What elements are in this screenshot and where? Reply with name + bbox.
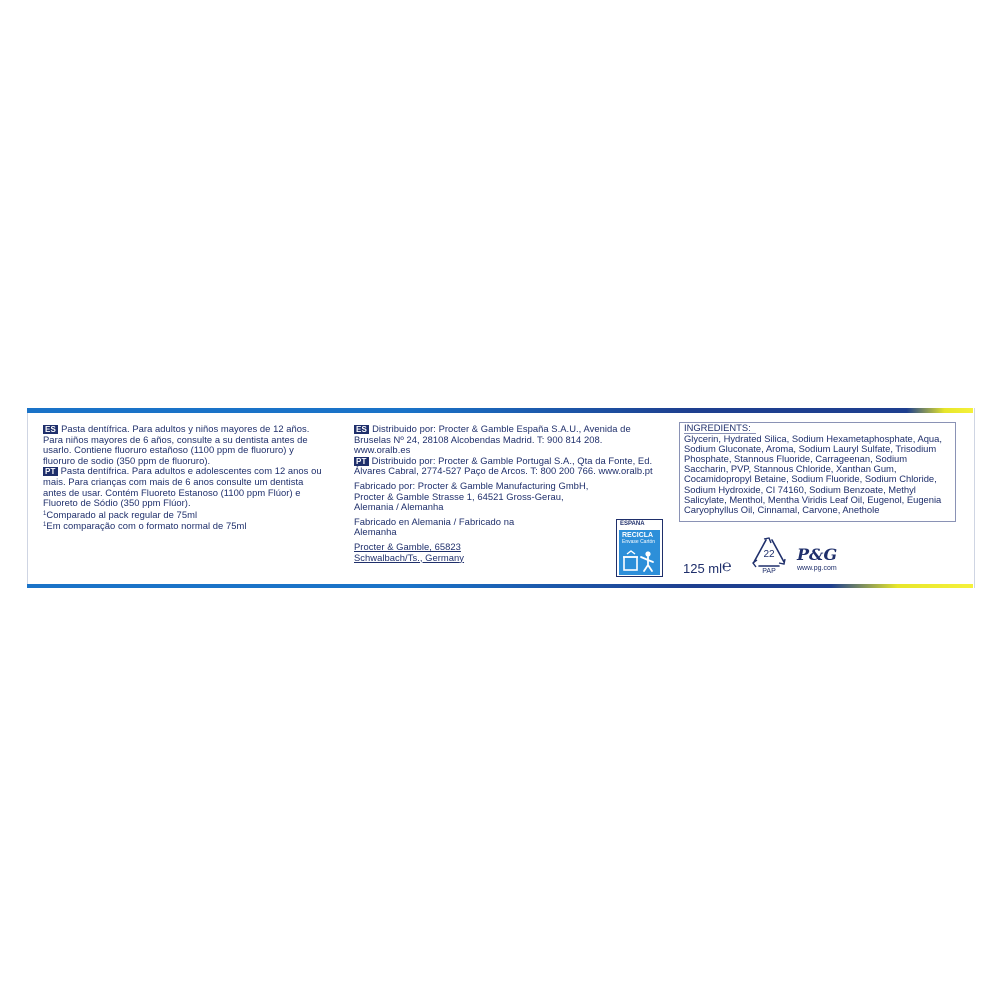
footnote-es-text: Comparado al pack regular de 75ml — [46, 508, 198, 520]
pt-language-badge: PT — [356, 456, 367, 466]
es-usage-paragraph — [43, 424, 325, 466]
net-volume: 125 ml — [683, 561, 723, 576]
distributor-column — [354, 424, 654, 563]
recycle-logo-body — [619, 530, 660, 575]
footnote-pt — [43, 520, 325, 532]
recycle-logo — [616, 519, 663, 577]
footnote-es — [43, 509, 325, 521]
address-text: Procter & Gamble, 65823 Schwalbach/Ts., Germany — [354, 540, 465, 563]
pt-distributor-paragraph — [354, 456, 654, 477]
recycle-subtitle: Envase Cartón — [622, 539, 656, 545]
ingredients-title: INGREDIENTS: — [684, 423, 756, 434]
es-language-badge: ES — [45, 425, 57, 434]
pap-number: 22 — [763, 549, 775, 560]
ingredients-box — [679, 422, 956, 522]
es-language-badge: ES — [356, 425, 368, 434]
manufacturer-text: Fabricado por: Procter & Gamble Manufacturing GmbH, Procter & Gamble Strasse 1, 64521 Gross-Gerau, Alemania / Alemanha — [354, 479, 589, 513]
es-distributor-paragraph — [354, 424, 654, 456]
ingredients-text: Glycerin, Hydrated Silica, Sodium Hexametaphosphate, Aqua, Sodium Gluconate, Aroma, Sodium Lauryl Sulfate, Trisodium Phosphate, Stannous Fluoride, Carrageenan, Sodium Saccharin, PVP, Stannous Chloride, Xanthan Gum, Cocamidopropyl Betaine, Sodium Fluoride, Sodium Chloride, Sodium Hydroxide, CI 74160, Sodium Benzoate, Methyl Salicylate, Menthol, Mentha Viridis Leaf Oil, Eugenol, Eugenia Caryophyllus Oil, Cinnamal, Carvone, Anethole — [684, 433, 942, 515]
estimated-sign-icon: ℮ — [722, 558, 732, 575]
pt-language-badge: PT — [45, 467, 56, 477]
made-in-text: Fabricado en Alemania / Fabricado na Alemanha — [354, 515, 515, 538]
pg-url: www.pg.com — [797, 565, 837, 572]
usage-info-column — [43, 424, 325, 532]
recycle-bin-person-icon — [619, 548, 660, 574]
recycle-country: ESPAÑA — [620, 521, 645, 527]
pap-recycling-symbol — [751, 537, 787, 579]
pg-brand — [797, 547, 845, 572]
es-distributor-text: Distribuido por: Procter & Gamble España S.A.U., Avenida de Bruselas Nº 24, 28108 Alcobendas Madrid. T: 900 814 208. www.oralb.es — [354, 423, 631, 456]
footnote-pt-text: Em comparação com o formato normal de 75ml — [46, 520, 247, 532]
pt-usage-paragraph — [43, 466, 325, 508]
recycle-title: RECICLA — [622, 532, 654, 539]
pg-logo: P&G — [797, 545, 838, 564]
pt-usage-text: Pasta dentífrica. Para adultos e adolescentes com 12 anos ou mais. Para crianças com mais de 6 anos consulte um dentista antes de usar. Contém Fluoreto Estanoso (1100 ppm Flúor) e Fluoreto de Sódio (350 ppm Flúor). — [43, 465, 322, 509]
es-usage-text: Pasta dentífrica. Para adultos y niños mayores de 12 años. Para niños mayores de 6 años, consulte a su dentista antes de usarlo. Contiene fluoruro estañoso (1100 ppm de fluoruro) y fluoruro de sodio (350 ppm de fluoruro). — [43, 423, 310, 466]
footnote-marker: 1 — [43, 510, 47, 517]
pap-label: PAP — [762, 568, 776, 575]
footnote-marker: 1 — [43, 522, 47, 529]
bottom-color-band — [27, 584, 973, 588]
top-color-band — [27, 408, 973, 413]
pt-distributor-text: Distribuido por: Procter & Gamble Portugal S.A., Qta da Fonte, Ed. Álvares Cabral, 2774-527 Paço de Arcos. T: 800 200 766. www.oralb.pt — [354, 454, 653, 477]
